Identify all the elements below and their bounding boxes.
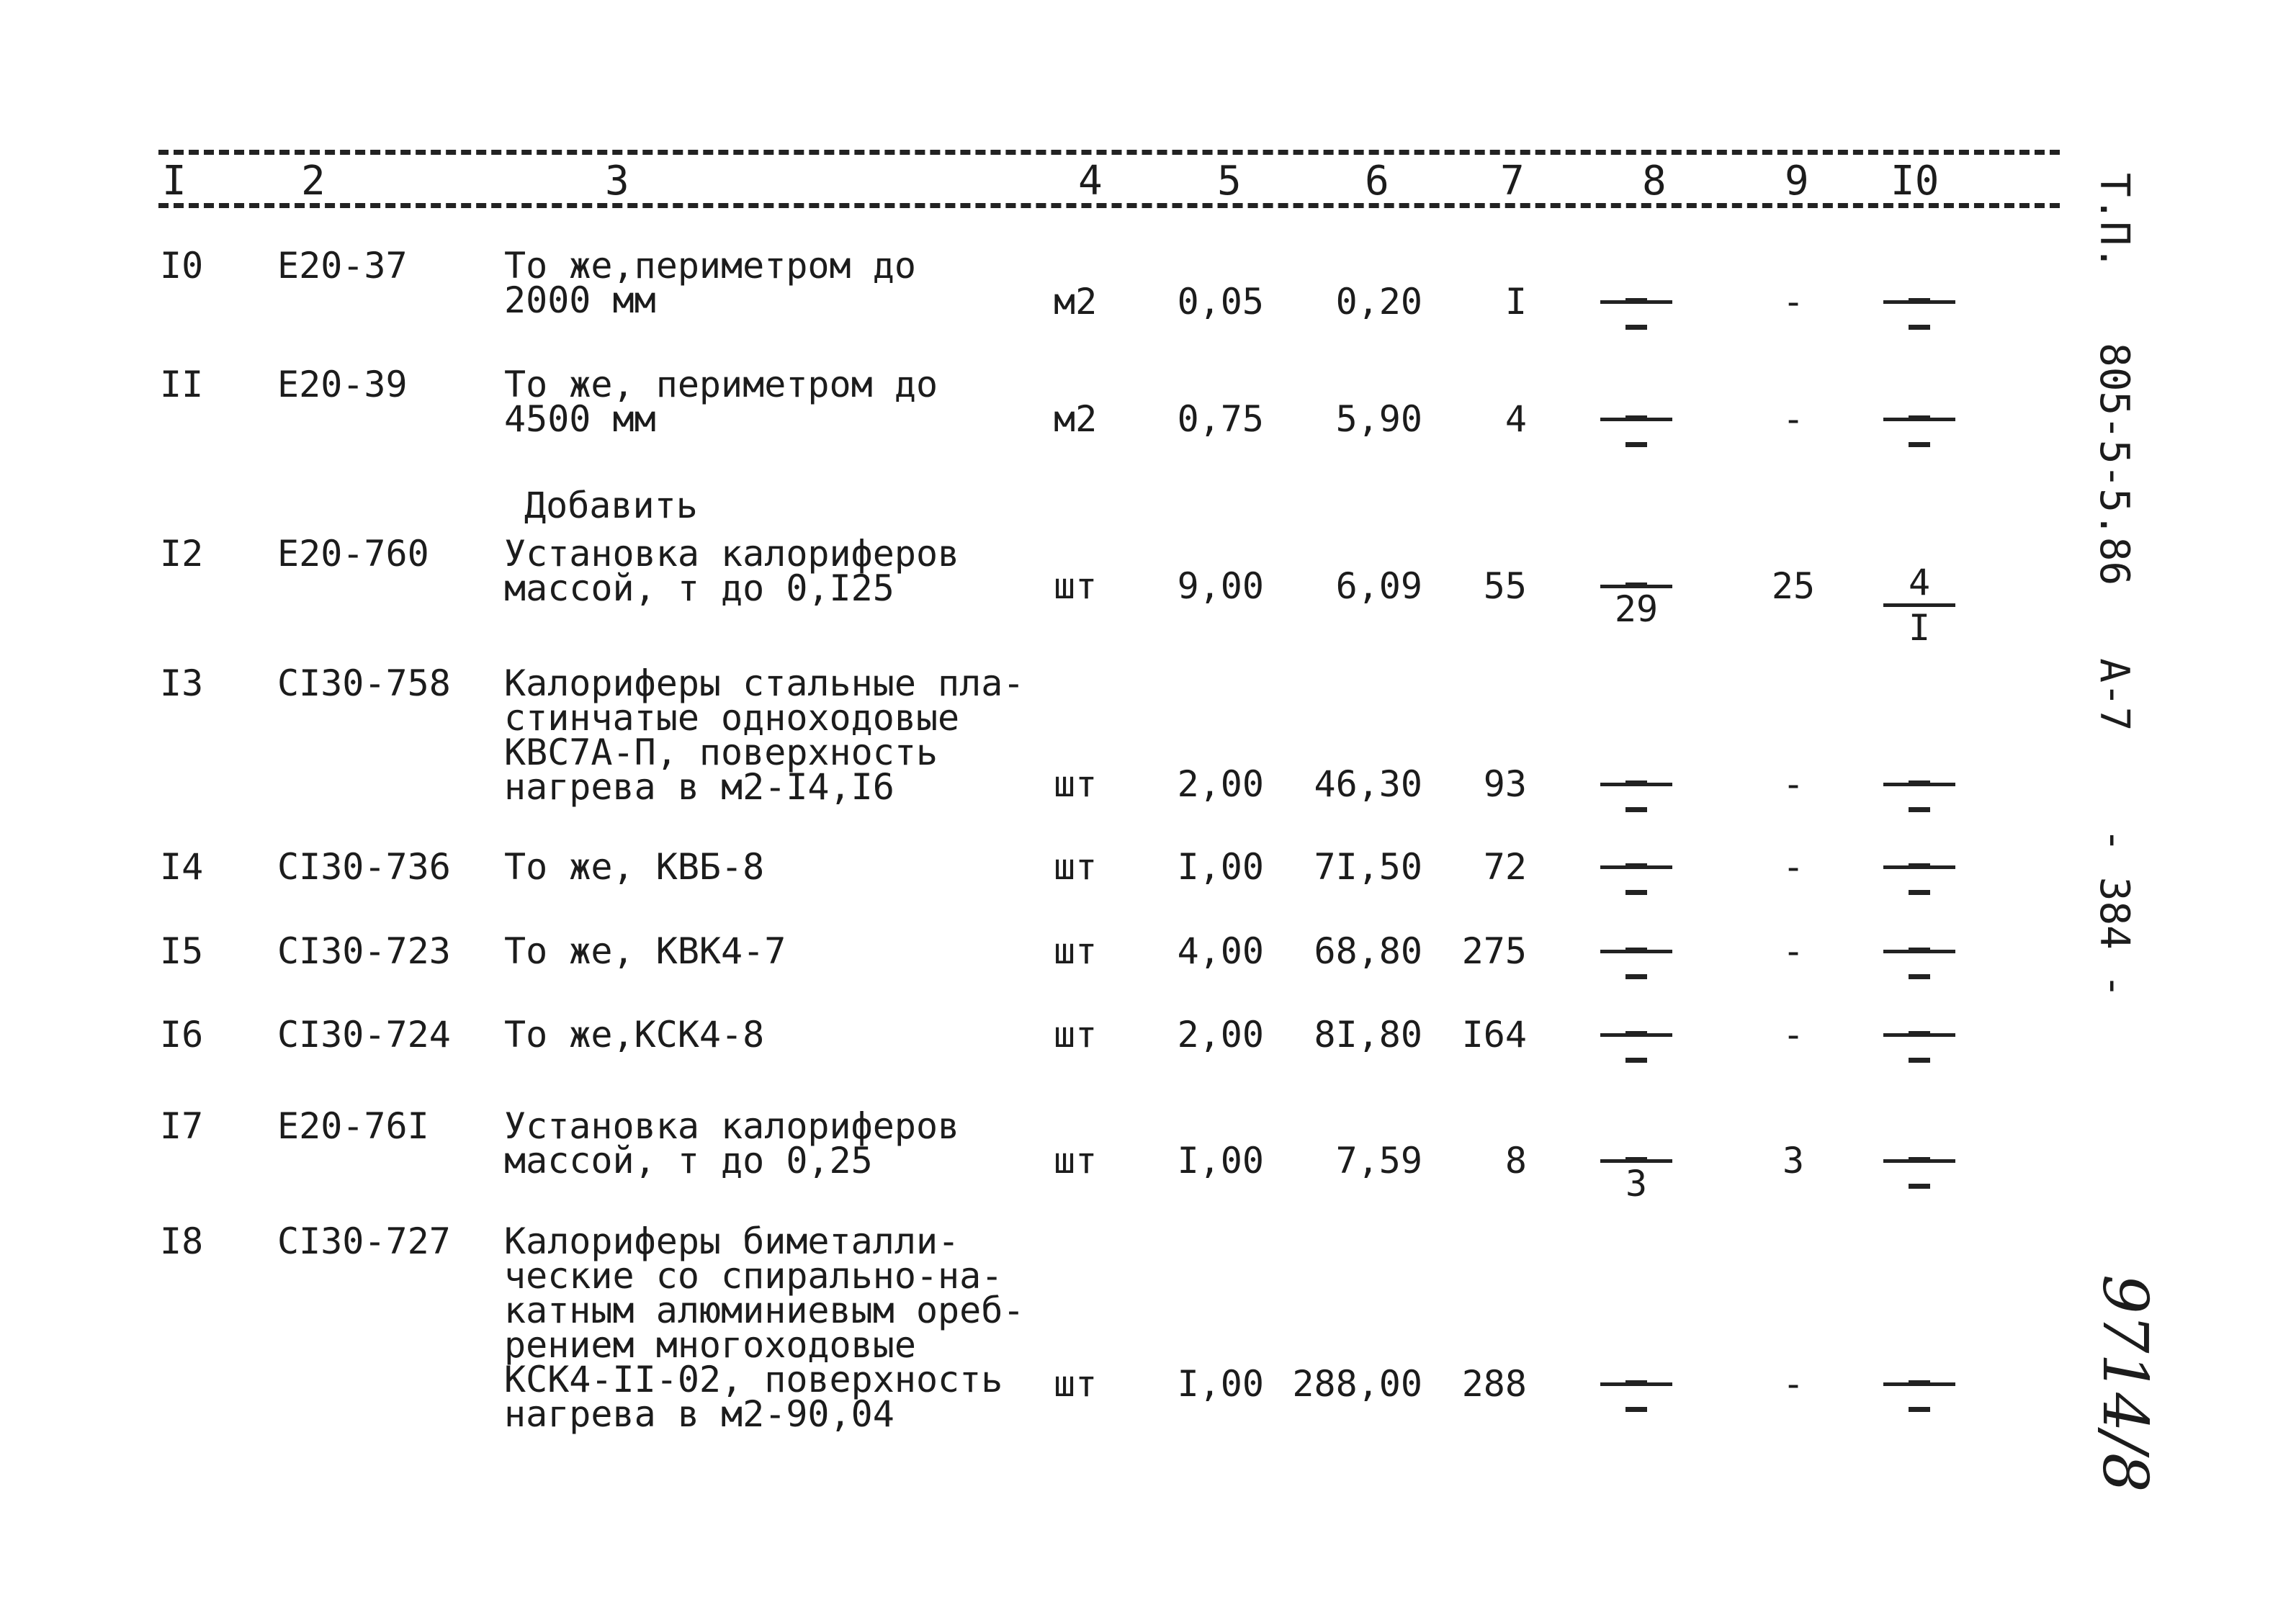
table-header-rule [158,203,2060,208]
fraction-denominator [1883,1389,1955,1406]
fraction-numerator [1883,930,1955,947]
quantity: 2,00 [1177,1014,1264,1056]
unit-cost: 288,00 [1292,1363,1422,1405]
fraction-numerator [1600,762,1672,780]
fraction-numerator [1883,1362,1955,1380]
unit: шт [1054,763,1098,805]
header-col-2: 2 [301,158,326,204]
quantity: 9,00 [1177,565,1264,607]
fraction-denominator [1600,424,1672,441]
row-number: II [160,364,204,405]
quantity: 0,05 [1177,281,1264,323]
fraction-denominator [1600,789,1672,806]
col-9-value: 3 [1782,1140,1805,1182]
unit: шт [1054,1014,1098,1056]
rate-code: E20-39 [277,364,408,405]
fraction-numerator [1600,845,1672,863]
fraction-col-8 [1600,762,1672,806]
total-cost: I [1504,281,1527,323]
fraction-denominator [1883,1040,1955,1057]
unit-cost: 7,59 [1335,1140,1422,1182]
unit: м2 [1054,281,1098,323]
work-description: То же,периметром до 2000 мм [504,245,916,321]
work-description: Калориферы стальные пла- стинчатые одноходовые КВС7А-П, поверхность нагрева в м2-I4,I6 [504,662,1025,808]
fraction-denominator [1600,307,1672,324]
row-number: I5 [160,930,204,972]
quantity: 0,75 [1177,398,1264,440]
rate-code: E20-37 [277,245,408,287]
fraction-col-8 [1600,1362,1672,1406]
fraction-numerator [1600,930,1672,947]
row-number: I0 [160,245,204,287]
fraction-col-8 [1600,1013,1672,1057]
fraction-numerator [1600,1139,1672,1156]
side-stamp: Т.П. 805-5-5.86 А-7 - 384 - [2091,173,2138,999]
unit: шт [1054,1363,1098,1405]
row-number: I4 [160,846,204,888]
total-cost: 288 [1461,1363,1527,1405]
header-col-10: I0 [1891,158,1940,204]
row-number: I3 [160,662,204,704]
fraction-numerator [1600,1362,1672,1380]
table-top-rule [158,150,2060,155]
unit-cost: 68,80 [1314,930,1422,972]
unit: шт [1054,1140,1098,1182]
unit-cost: 7I,50 [1314,846,1422,888]
unit: м2 [1054,398,1098,440]
fraction-denominator: 29 [1614,588,1659,630]
section-note: Добавить [524,485,698,526]
fraction-col-8 [1600,1139,1672,1205]
fraction-denominator [1883,1166,1955,1183]
total-cost: 275 [1461,930,1527,972]
total-cost: 55 [1483,565,1527,607]
fraction-col-10 [1883,930,1955,973]
handwritten-inventory-number: 9714/8 [2089,1274,2161,1493]
header-col-9: 9 [1785,158,1809,204]
fraction-col-8 [1600,564,1672,630]
unit: шт [1054,565,1098,607]
work-description: Установка калориферов массой, т до 0,I25 [504,533,960,609]
total-cost: 72 [1483,846,1527,888]
fraction-denominator [1883,956,1955,973]
total-cost: 8 [1504,1140,1527,1182]
fraction-denominator: 3 [1625,1163,1648,1205]
header-col-6: 6 [1365,158,1389,204]
fraction-denominator: I [1908,607,1931,649]
work-description: То же, КВК4-7 [504,930,786,972]
fraction-col-8 [1600,397,1672,441]
total-cost: 93 [1483,763,1527,805]
row-number: I2 [160,533,204,575]
fraction-denominator [1883,789,1955,806]
fraction-numerator [1600,564,1672,582]
row-number: I7 [160,1105,204,1147]
header-col-1: I [162,158,187,204]
work-description: Калориферы биметалли- ческие со спирально-на- катным алюминиевым ореб- рением многоходовые КСК4-II-02, поверхность нагрева в м2-90,04 [504,1220,1025,1435]
fraction-denominator [1600,1040,1672,1057]
fraction-denominator [1883,872,1955,889]
fraction-numerator [1883,397,1955,415]
fraction-numerator [1600,1013,1672,1030]
fraction-numerator [1883,845,1955,863]
rate-code: CI30-727 [277,1220,451,1262]
fraction-col-10 [1883,280,1955,324]
rate-code: CI30-723 [277,930,451,972]
fraction-col-10 [1883,562,1955,649]
fraction-numerator [1600,280,1672,297]
unit-cost: 8I,80 [1314,1014,1422,1056]
fraction-denominator [1883,424,1955,441]
quantity: 2,00 [1177,763,1264,805]
quantity: I,00 [1177,1140,1264,1182]
fraction-col-8 [1600,280,1672,324]
col-9-value: 25 [1771,565,1816,607]
fraction-col-10 [1883,1013,1955,1057]
work-description: То же, периметром до 4500 мм [504,364,938,440]
fraction-col-10 [1883,397,1955,441]
col-9-value: - [1782,1363,1805,1405]
unit-cost: 6,09 [1335,565,1422,607]
fraction-denominator [1600,1389,1672,1406]
work-description: Установка калориферов массой, т до 0,25 [504,1105,960,1182]
row-number: I6 [160,1014,204,1056]
fraction-numerator [1883,1139,1955,1156]
fraction-col-8 [1600,930,1672,973]
fraction-col-10 [1883,762,1955,806]
quantity: I,00 [1177,846,1264,888]
fraction-denominator [1600,872,1672,889]
rate-code: CI30-724 [277,1014,451,1056]
quantity: 4,00 [1177,930,1264,972]
total-cost: 4 [1504,398,1527,440]
fraction-numerator: 4 [1908,562,1931,603]
col-9-value: - [1782,281,1805,323]
header-col-3: 3 [605,158,629,204]
rate-code: CI30-758 [277,662,451,704]
row-number: I8 [160,1220,204,1262]
work-description: То же, КВБ-8 [504,846,765,888]
rate-code: E20-76I [277,1105,429,1147]
col-9-value: - [1782,930,1805,972]
unit-cost: 46,30 [1314,763,1422,805]
col-9-value: - [1782,846,1805,888]
col-9-value: - [1782,1014,1805,1056]
unit: шт [1054,930,1098,972]
fraction-denominator [1600,956,1672,973]
fraction-numerator [1883,1013,1955,1030]
fraction-numerator [1883,762,1955,780]
col-9-value: - [1782,763,1805,805]
fraction-numerator [1600,397,1672,415]
rate-code: CI30-736 [277,846,451,888]
header-col-8: 8 [1642,158,1667,204]
rate-code: E20-760 [277,533,429,575]
header-col-5: 5 [1217,158,1242,204]
fraction-col-10 [1883,1139,1955,1183]
header-col-7: 7 [1500,158,1525,204]
unit-cost: 0,20 [1335,281,1422,323]
fraction-col-10 [1883,845,1955,889]
work-description: То же,КСК4-8 [504,1014,765,1056]
fraction-col-8 [1600,845,1672,889]
fraction-col-10 [1883,1362,1955,1406]
fraction-denominator [1883,307,1955,324]
total-cost: I64 [1461,1014,1527,1056]
col-9-value: - [1782,398,1805,440]
fraction-numerator [1883,280,1955,297]
quantity: I,00 [1177,1363,1264,1405]
unit-cost: 5,90 [1335,398,1422,440]
unit: шт [1054,846,1098,888]
header-col-4: 4 [1078,158,1103,204]
